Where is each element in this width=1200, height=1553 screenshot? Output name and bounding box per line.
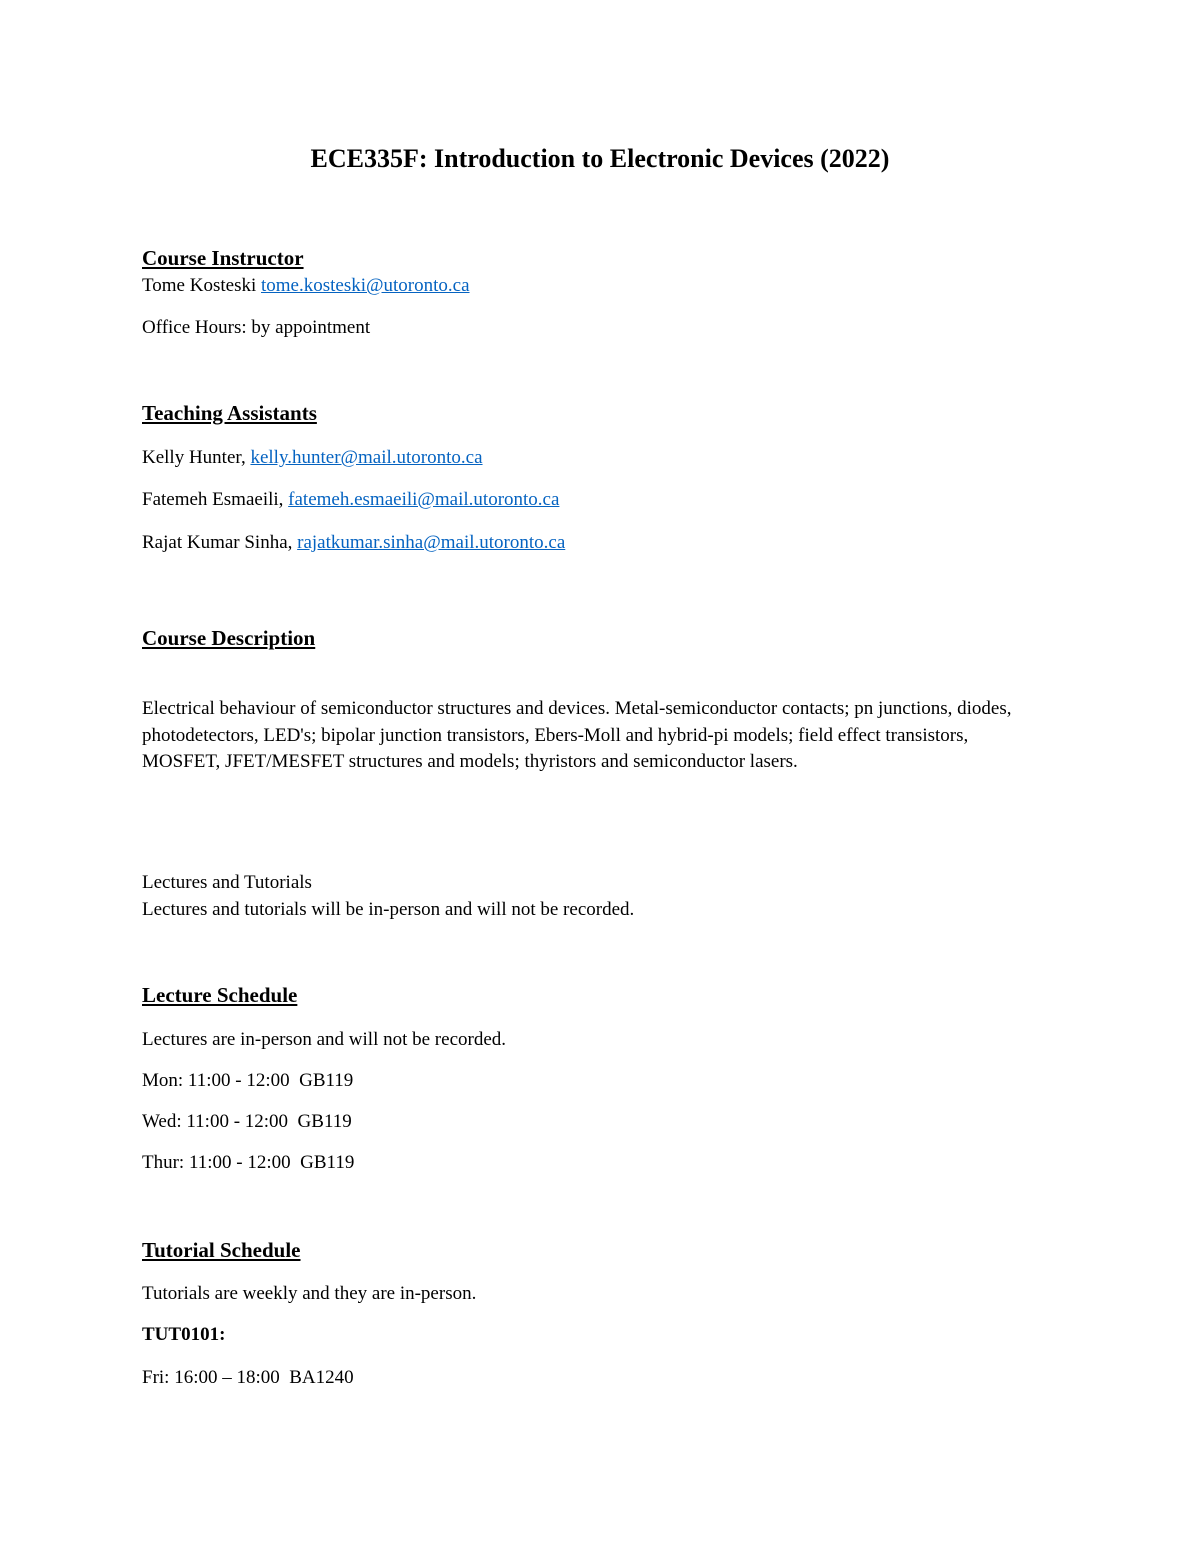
ta-heading: Teaching Assistants — [142, 401, 317, 425]
tutorial-schedule-heading: Tutorial Schedule — [142, 1238, 301, 1262]
ta-email-link[interactable]: fatemeh.esmaeili@mail.utoronto.ca — [288, 489, 560, 510]
lecture-slot: Thur: 11:00 - 12:00 GB119 — [142, 1152, 355, 1173]
ta-name: Kelly Hunter, — [142, 447, 246, 468]
tutorial-slot: Fri: 16:00 – 18:00 BA1240 — [142, 1367, 354, 1388]
lecture-slot: Wed: 11:00 - 12:00 GB119 — [142, 1111, 352, 1132]
ta-line — [142, 488, 559, 512]
lectures-tutorials-heading: Lectures and Tutorials — [142, 872, 312, 893]
lecture-schedule-note: Lectures are in-person and will not be recorded. — [142, 1029, 507, 1050]
description-heading: Course Description — [142, 626, 316, 650]
description-text: Electrical behaviour of semiconductor structures and devices. Metal-semiconductor contacts; pn junctions, diodes, photodetectors, LED's; bipolar junction transistors, Ebers-Moll and hybrid-pi models; field effect transistors, MOSFET, JFET/MESFET structures and models; thyristors and semiconductor lasers. — [142, 698, 1012, 772]
office-hours: Office Hours: by appointment — [142, 317, 371, 338]
ta-name: Rajat Kumar Sinha, — [142, 532, 293, 553]
instructor-name: Tome Kosteski — [142, 275, 257, 296]
instructor-email-link[interactable]: tome.kosteski@utoronto.ca — [261, 275, 470, 296]
ta-email-link[interactable]: kelly.hunter@mail.utoronto.ca — [250, 447, 483, 468]
lecture-schedule-heading: Lecture Schedule — [142, 983, 298, 1007]
ta-line — [142, 531, 565, 555]
lecture-slot: Mon: 11:00 - 12:00 GB119 — [142, 1070, 354, 1091]
tutorial-section: TUT0101: — [142, 1324, 226, 1345]
tutorial-schedule-note: Tutorials are weekly and they are in-person. — [142, 1283, 477, 1304]
ta-name: Fatemeh Esmaeili, — [142, 489, 284, 510]
ta-line — [142, 446, 483, 470]
ta-email-link[interactable]: rajatkumar.sinha@mail.utoronto.ca — [297, 532, 566, 553]
lectures-tutorials-text: Lectures and tutorials will be in-person and will not be recorded. — [142, 899, 635, 920]
instructor-heading: Course Instructor — [142, 246, 304, 270]
instructor-line — [142, 274, 470, 298]
page-title: ECE335F: Introduction to Electronic Devices (2022) — [310, 144, 890, 173]
